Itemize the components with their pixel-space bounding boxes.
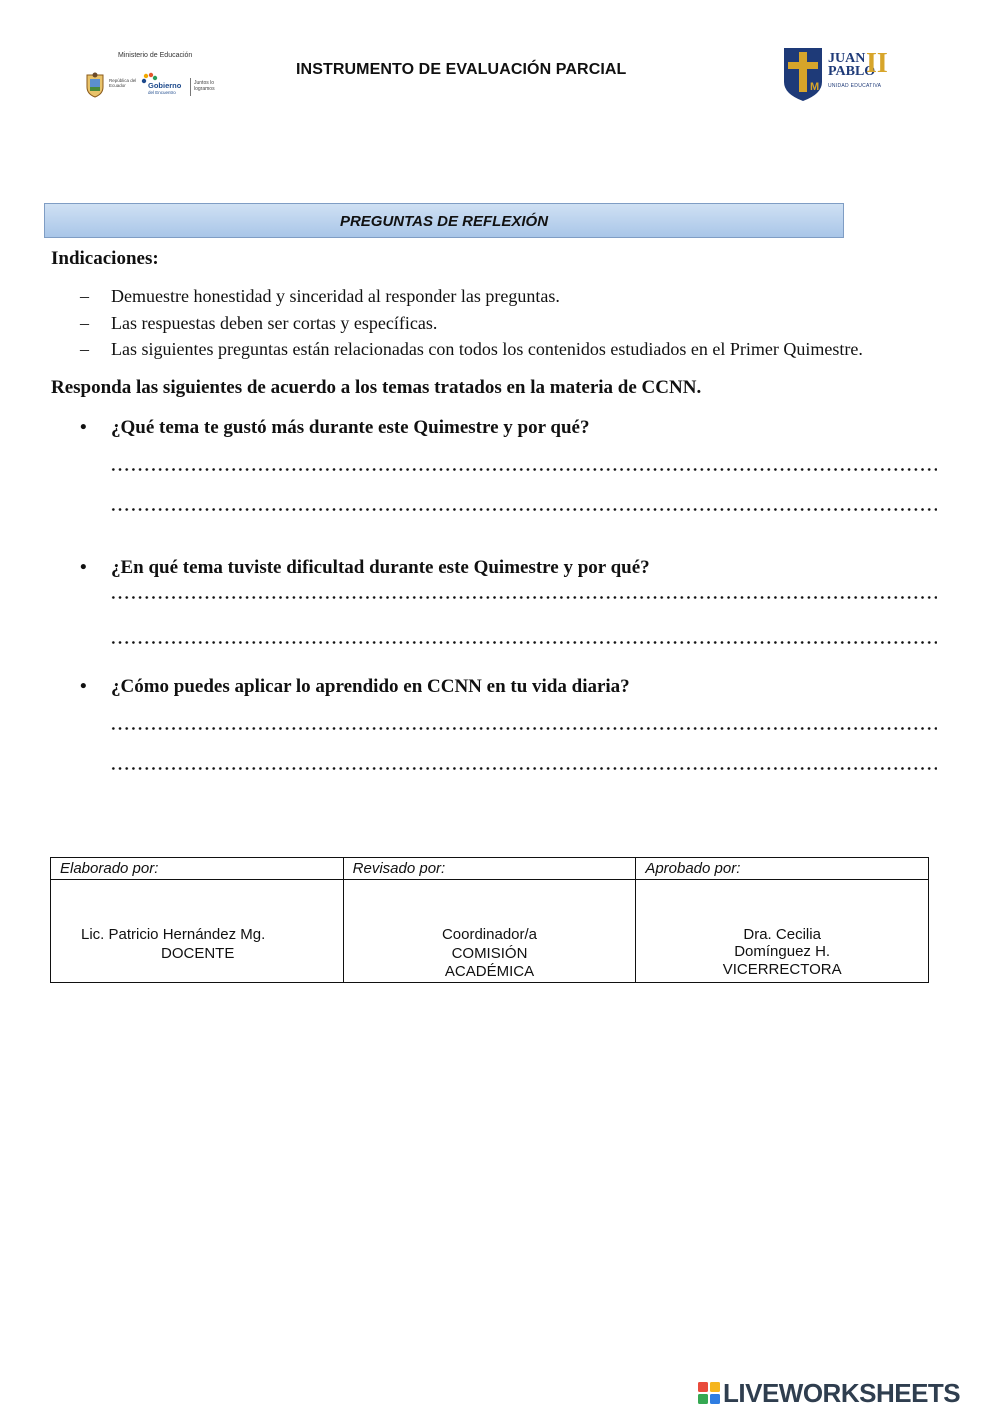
cell-revisado — [343, 880, 636, 983]
question-3 — [80, 676, 630, 698]
document-title: INSTRUMENTO DE EVALUACIÓN PARCIAL — [296, 61, 627, 78]
svg-text:M: M — [810, 81, 820, 93]
school-name-line2: PABLO — [828, 64, 876, 79]
header-elaborado: Elaborado por: — [51, 858, 344, 880]
answer-line-1b[interactable] — [110, 508, 937, 511]
ministry-logos — [84, 70, 234, 102]
section-banner-title: PREGUNTAS DE REFLEXIÓN — [339, 213, 549, 230]
gobierno-text: Gobierno — [148, 81, 182, 90]
indication-text: Las siguientes preguntas están relacionadas con todos los contenidos estudiados en el Primer Quimestre. — [111, 339, 863, 359]
signature-header-row — [51, 858, 929, 880]
dash-marker: – — [80, 312, 89, 333]
question-text: ¿Qué tema te gustó más durante este Quimestre y por qué? — [111, 417, 590, 438]
header-aprobado: Aprobado por: — [636, 858, 929, 880]
answer-line-2b[interactable] — [110, 641, 937, 644]
elaborado-role: DOCENTE — [161, 944, 235, 962]
question-2 — [80, 557, 650, 579]
logo-divider — [190, 78, 191, 96]
header-revisado: Revisado por: — [343, 858, 636, 880]
cell-elaborado — [51, 880, 344, 983]
bullet-marker: • — [80, 417, 87, 438]
answer-line-3b[interactable] — [110, 767, 937, 770]
question-text: ¿En qué tema tuviste dificultad durante este Quimestre y por qué? — [111, 557, 650, 578]
watermark-text: LIVEWORKSHEETS — [723, 1378, 961, 1408]
liveworksheets-logo-icon — [697, 1381, 721, 1405]
school-name-line1: JUAN — [828, 51, 866, 66]
revisado-line3: ACADÉMICA — [444, 963, 535, 980]
aprobado-line2: Domínguez H. — [734, 942, 831, 960]
gobierno-sub: del Encuentro — [148, 90, 176, 95]
aprobado-line1: Dra. Cecilia — [743, 926, 821, 943]
answer-line-3a[interactable] — [110, 727, 937, 730]
list-item — [80, 286, 980, 313]
indication-text: Las respuestas deben ser cortas y específicas. — [111, 312, 438, 333]
instruction-text: Responda las siguientes de acuerdo a los temas tratados en la materia de CCNN. — [51, 377, 702, 398]
ministry-caption: Ministerio de Educación — [118, 52, 193, 59]
answer-line-1a[interactable] — [110, 468, 937, 471]
revisado-line2: COMISIÓN — [451, 944, 528, 962]
republic-text: República del Ecuador — [109, 78, 137, 88]
list-item — [80, 313, 980, 340]
question-1 — [80, 417, 589, 439]
cell-aprobado — [636, 880, 929, 983]
aprobado-line3: VICERRECTORA — [722, 961, 842, 978]
bullet-marker: • — [80, 557, 87, 578]
signature-body-row — [51, 880, 929, 983]
school-shield-icon — [782, 46, 824, 102]
indication-text: Demuestre honestidad y sinceridad al responder las preguntas. — [111, 286, 560, 306]
dash-marker: – — [80, 339, 89, 359]
school-numeral: II — [866, 48, 888, 79]
question-text: ¿Cómo puedes aplicar lo aprendido en CCNN en tu vida diaria? — [111, 676, 630, 697]
section-banner — [44, 203, 844, 238]
juntos-text: Juntos lo logramos — [194, 80, 215, 92]
ecuador-shield-icon — [84, 72, 106, 98]
indications-list — [80, 286, 980, 366]
revisado-line1: Coordinador/a — [441, 926, 538, 943]
answer-line-2a[interactable] — [110, 596, 937, 599]
school-subtitle: UNIDAD EDUCATIVA — [828, 83, 882, 89]
liveworksheets-watermark — [697, 1379, 997, 1407]
list-item — [80, 339, 980, 366]
indications-heading: Indicaciones: — [51, 248, 159, 269]
bullet-marker: • — [80, 676, 87, 697]
elaborado-name: Lic. Patricio Hernández Mg. — [81, 926, 266, 943]
school-logo — [782, 46, 892, 102]
dash-marker: – — [80, 286, 89, 306]
signature-table — [50, 857, 929, 983]
